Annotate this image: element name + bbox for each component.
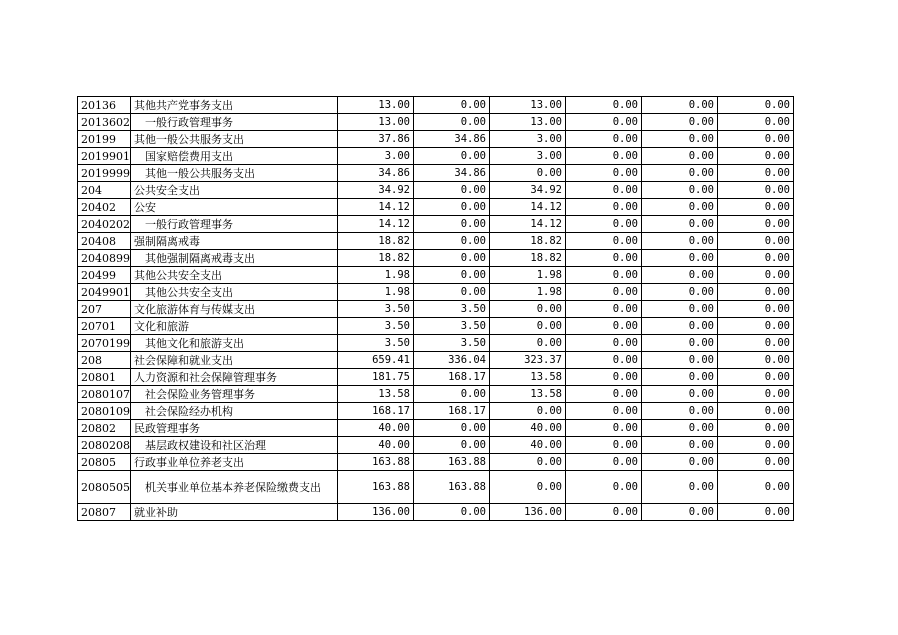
amount-cell: 0.00 <box>642 504 718 521</box>
amount-cell: 1.98 <box>490 267 566 284</box>
amount-cell: 0.00 <box>566 335 642 352</box>
amount-cell: 0.00 <box>718 114 794 131</box>
subject-name-cell: 其他公共安全支出 <box>131 267 338 284</box>
amount-cell: 0.00 <box>718 471 794 504</box>
amount-cell: 0.00 <box>566 420 642 437</box>
amount-cell: 1.98 <box>338 284 414 301</box>
amount-cell: 0.00 <box>642 114 718 131</box>
amount-cell: 3.00 <box>338 148 414 165</box>
amount-cell: 0.00 <box>642 216 718 233</box>
amount-cell: 0.00 <box>414 250 490 267</box>
amount-cell: 0.00 <box>718 403 794 420</box>
amount-cell: 14.12 <box>338 199 414 216</box>
amount-cell: 0.00 <box>490 165 566 182</box>
amount-cell: 0.00 <box>642 420 718 437</box>
subject-name-cell: 其他共产党事务支出 <box>131 97 338 114</box>
amount-cell: 0.00 <box>566 369 642 386</box>
amount-cell: 0.00 <box>490 318 566 335</box>
amount-cell: 40.00 <box>338 420 414 437</box>
table-row <box>78 182 794 199</box>
amount-cell: 136.00 <box>338 504 414 521</box>
amount-cell: 181.75 <box>338 369 414 386</box>
amount-cell: 0.00 <box>718 267 794 284</box>
amount-cell: 0.00 <box>490 454 566 471</box>
amount-cell: 163.88 <box>338 471 414 504</box>
subject-code-cell: 2019999 <box>78 165 131 182</box>
amount-cell: 0.00 <box>718 182 794 199</box>
amount-cell: 0.00 <box>718 352 794 369</box>
subject-name-cell: 其他一般公共服务支出 <box>131 131 338 148</box>
subject-code-cell: 2040899 <box>78 250 131 267</box>
subject-code-cell: 2070199 <box>78 335 131 352</box>
amount-cell: 34.86 <box>414 131 490 148</box>
amount-cell: 0.00 <box>566 403 642 420</box>
amount-cell: 13.58 <box>338 386 414 403</box>
amount-cell: 0.00 <box>566 131 642 148</box>
amount-cell: 168.17 <box>338 403 414 420</box>
amount-cell: 3.50 <box>414 318 490 335</box>
amount-cell: 0.00 <box>642 454 718 471</box>
amount-cell: 18.82 <box>338 250 414 267</box>
amount-cell: 0.00 <box>566 182 642 199</box>
amount-cell: 0.00 <box>642 369 718 386</box>
amount-cell: 168.17 <box>414 369 490 386</box>
table-row <box>78 369 794 386</box>
amount-cell: 163.88 <box>338 454 414 471</box>
amount-cell: 0.00 <box>642 301 718 318</box>
subject-code-cell: 2080208 <box>78 437 131 454</box>
amount-cell: 0.00 <box>718 131 794 148</box>
amount-cell: 0.00 <box>490 335 566 352</box>
table-row <box>78 267 794 284</box>
amount-cell: 0.00 <box>718 504 794 521</box>
amount-cell: 18.82 <box>338 233 414 250</box>
table-row <box>78 504 794 521</box>
amount-cell: 0.00 <box>414 199 490 216</box>
amount-cell: 0.00 <box>718 437 794 454</box>
subject-code-cell: 204 <box>78 182 131 199</box>
amount-cell: 3.50 <box>338 301 414 318</box>
subject-name-cell: 国家赔偿费用支出 <box>131 148 338 165</box>
amount-cell: 0.00 <box>566 471 642 504</box>
amount-cell: 0.00 <box>414 386 490 403</box>
amount-cell: 0.00 <box>642 148 718 165</box>
subject-code-cell: 2080109 <box>78 403 131 420</box>
amount-cell: 0.00 <box>642 233 718 250</box>
amount-cell: 0.00 <box>718 165 794 182</box>
amount-cell: 0.00 <box>566 318 642 335</box>
table-row <box>78 386 794 403</box>
amount-cell: 136.00 <box>490 504 566 521</box>
subject-code-cell: 2019901 <box>78 148 131 165</box>
amount-cell: 336.04 <box>414 352 490 369</box>
subject-code-cell: 20408 <box>78 233 131 250</box>
table-row <box>78 420 794 437</box>
subject-name-cell: 基层政权建设和社区治理 <box>131 437 338 454</box>
amount-cell: 40.00 <box>490 437 566 454</box>
subject-name-cell: 其他公共安全支出 <box>131 284 338 301</box>
amount-cell: 0.00 <box>566 97 642 114</box>
amount-cell: 0.00 <box>642 284 718 301</box>
amount-cell: 0.00 <box>642 131 718 148</box>
subject-name-cell: 其他一般公共服务支出 <box>131 165 338 182</box>
amount-cell: 0.00 <box>718 284 794 301</box>
subject-code-cell: 2013602 <box>78 114 131 131</box>
table-row <box>78 471 794 504</box>
amount-cell: 0.00 <box>642 97 718 114</box>
amount-cell: 1.98 <box>490 284 566 301</box>
amount-cell: 14.12 <box>490 199 566 216</box>
amount-cell: 0.00 <box>566 216 642 233</box>
amount-cell: 0.00 <box>642 165 718 182</box>
amount-cell: 0.00 <box>566 267 642 284</box>
table-row <box>78 97 794 114</box>
amount-cell: 0.00 <box>718 420 794 437</box>
amount-cell: 3.50 <box>414 301 490 318</box>
amount-cell: 168.17 <box>414 403 490 420</box>
subject-code-cell: 2040202 <box>78 216 131 233</box>
amount-cell: 0.00 <box>414 233 490 250</box>
subject-code-cell: 207 <box>78 301 131 318</box>
amount-cell: 40.00 <box>490 420 566 437</box>
amount-cell: 3.50 <box>414 335 490 352</box>
subject-name-cell: 社会保险经办机构 <box>131 403 338 420</box>
amount-cell: 0.00 <box>718 301 794 318</box>
amount-cell: 0.00 <box>490 403 566 420</box>
amount-cell: 0.00 <box>718 369 794 386</box>
amount-cell: 0.00 <box>718 216 794 233</box>
subject-code-cell: 2080107 <box>78 386 131 403</box>
table-row <box>78 233 794 250</box>
subject-code-cell: 20802 <box>78 420 131 437</box>
subject-code-cell: 20199 <box>78 131 131 148</box>
amount-cell: 0.00 <box>642 318 718 335</box>
subject-name-cell: 机关事业单位基本养老保险缴费支出 <box>131 471 338 504</box>
amount-cell: 1.98 <box>338 267 414 284</box>
amount-cell: 14.12 <box>490 216 566 233</box>
amount-cell: 18.82 <box>490 233 566 250</box>
table-row <box>78 437 794 454</box>
amount-cell: 0.00 <box>414 148 490 165</box>
amount-cell: 34.92 <box>338 182 414 199</box>
amount-cell: 0.00 <box>566 148 642 165</box>
subject-name-cell: 文化旅游体育与传媒支出 <box>131 301 338 318</box>
amount-cell: 0.00 <box>566 504 642 521</box>
subject-code-cell: 20805 <box>78 454 131 471</box>
amount-cell: 0.00 <box>490 301 566 318</box>
amount-cell: 0.00 <box>718 335 794 352</box>
amount-cell: 0.00 <box>566 284 642 301</box>
amount-cell: 0.00 <box>642 182 718 199</box>
subject-code-cell: 208 <box>78 352 131 369</box>
amount-cell: 3.00 <box>490 131 566 148</box>
table-row <box>78 335 794 352</box>
subject-code-cell: 2080505 <box>78 471 131 504</box>
table-row <box>78 301 794 318</box>
amount-cell: 0.00 <box>566 386 642 403</box>
amount-cell: 0.00 <box>414 420 490 437</box>
amount-cell: 0.00 <box>414 267 490 284</box>
amount-cell: 40.00 <box>338 437 414 454</box>
subject-code-cell: 20807 <box>78 504 131 521</box>
subject-name-cell: 行政事业单位养老支出 <box>131 454 338 471</box>
budget-table <box>77 96 794 521</box>
amount-cell: 0.00 <box>718 97 794 114</box>
amount-cell: 34.86 <box>338 165 414 182</box>
amount-cell: 163.88 <box>414 454 490 471</box>
amount-cell: 0.00 <box>642 335 718 352</box>
amount-cell: 0.00 <box>718 233 794 250</box>
amount-cell: 0.00 <box>566 114 642 131</box>
amount-cell: 0.00 <box>642 471 718 504</box>
subject-name-cell: 强制隔离戒毒 <box>131 233 338 250</box>
subject-name-cell: 公安 <box>131 199 338 216</box>
amount-cell: 0.00 <box>414 437 490 454</box>
amount-cell: 13.00 <box>338 97 414 114</box>
amount-cell: 0.00 <box>566 301 642 318</box>
amount-cell: 0.00 <box>718 199 794 216</box>
amount-cell: 18.82 <box>490 250 566 267</box>
subject-name-cell: 一般行政管理事务 <box>131 114 338 131</box>
amount-cell: 0.00 <box>414 97 490 114</box>
table-row <box>78 250 794 267</box>
subject-code-cell: 20499 <box>78 267 131 284</box>
amount-cell: 34.92 <box>490 182 566 199</box>
table-row <box>78 148 794 165</box>
amount-cell: 14.12 <box>338 216 414 233</box>
amount-cell: 0.00 <box>414 504 490 521</box>
subject-name-cell: 社会保险业务管理事务 <box>131 386 338 403</box>
amount-cell: 0.00 <box>718 386 794 403</box>
amount-cell: 0.00 <box>642 386 718 403</box>
table-row <box>78 318 794 335</box>
subject-name-cell: 就业补助 <box>131 504 338 521</box>
amount-cell: 13.00 <box>490 97 566 114</box>
amount-cell: 34.86 <box>414 165 490 182</box>
subject-code-cell: 2049901 <box>78 284 131 301</box>
table-row <box>78 352 794 369</box>
subject-name-cell: 文化和旅游 <box>131 318 338 335</box>
amount-cell: 13.00 <box>338 114 414 131</box>
amount-cell: 3.50 <box>338 335 414 352</box>
subject-code-cell: 20701 <box>78 318 131 335</box>
amount-cell: 0.00 <box>414 182 490 199</box>
amount-cell: 0.00 <box>566 233 642 250</box>
subject-name-cell: 其他文化和旅游支出 <box>131 335 338 352</box>
table-row <box>78 454 794 471</box>
subject-name-cell: 社会保障和就业支出 <box>131 352 338 369</box>
amount-cell: 0.00 <box>718 148 794 165</box>
table-row <box>78 199 794 216</box>
amount-cell: 37.86 <box>338 131 414 148</box>
amount-cell: 0.00 <box>642 199 718 216</box>
amount-cell: 0.00 <box>642 403 718 420</box>
amount-cell: 13.00 <box>490 114 566 131</box>
subject-name-cell: 一般行政管理事务 <box>131 216 338 233</box>
amount-cell: 0.00 <box>718 250 794 267</box>
amount-cell: 13.58 <box>490 386 566 403</box>
amount-cell: 163.88 <box>414 471 490 504</box>
amount-cell: 0.00 <box>566 199 642 216</box>
amount-cell: 0.00 <box>490 471 566 504</box>
table-row <box>78 284 794 301</box>
amount-cell: 323.37 <box>490 352 566 369</box>
amount-cell: 0.00 <box>642 352 718 369</box>
amount-cell: 0.00 <box>566 437 642 454</box>
amount-cell: 0.00 <box>566 454 642 471</box>
table-row <box>78 114 794 131</box>
amount-cell: 0.00 <box>566 165 642 182</box>
amount-cell: 13.58 <box>490 369 566 386</box>
subject-name-cell: 其他强制隔离戒毒支出 <box>131 250 338 267</box>
subject-name-cell: 人力资源和社会保障管理事务 <box>131 369 338 386</box>
amount-cell: 0.00 <box>414 114 490 131</box>
amount-cell: 0.00 <box>566 250 642 267</box>
subject-code-cell: 20136 <box>78 97 131 114</box>
amount-cell: 0.00 <box>414 216 490 233</box>
amount-cell: 0.00 <box>566 352 642 369</box>
amount-cell: 0.00 <box>718 454 794 471</box>
subject-name-cell: 民政管理事务 <box>131 420 338 437</box>
table-row <box>78 165 794 182</box>
subject-code-cell: 20402 <box>78 199 131 216</box>
subject-name-cell: 公共安全支出 <box>131 182 338 199</box>
amount-cell: 0.00 <box>414 284 490 301</box>
amount-cell: 0.00 <box>642 267 718 284</box>
table-row <box>78 403 794 420</box>
table-body <box>78 97 794 521</box>
table-row <box>78 216 794 233</box>
amount-cell: 3.50 <box>338 318 414 335</box>
amount-cell: 0.00 <box>642 250 718 267</box>
amount-cell: 3.00 <box>490 148 566 165</box>
amount-cell: 659.41 <box>338 352 414 369</box>
amount-cell: 0.00 <box>718 318 794 335</box>
subject-code-cell: 20801 <box>78 369 131 386</box>
amount-cell: 0.00 <box>642 437 718 454</box>
table-row <box>78 131 794 148</box>
